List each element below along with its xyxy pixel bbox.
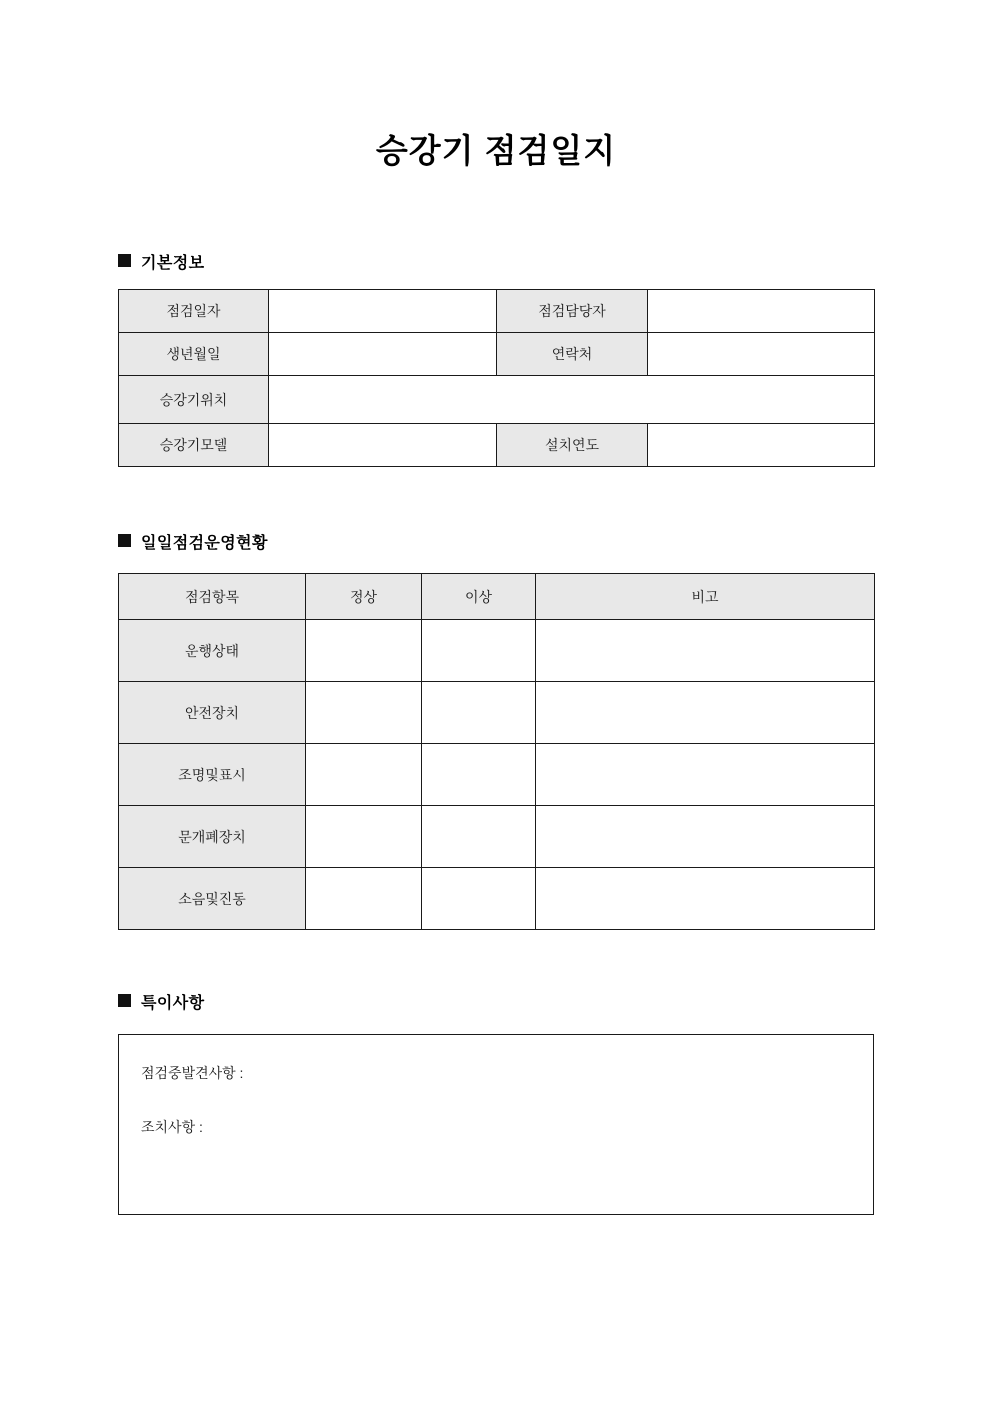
label-birth-date: 생년월일 <box>119 333 269 376</box>
row-label-noise-vibration: 소음및진동 <box>119 868 306 930</box>
column-header-normal: 정상 <box>306 574 422 620</box>
note-label-actions: 조치사항 : <box>141 1119 203 1135</box>
field-remark-operation-status[interactable] <box>536 620 875 682</box>
label-elevator-model: 승강기모델 <box>119 424 269 467</box>
field-remark-safety-device[interactable] <box>536 682 875 744</box>
field-remark-noise-vibration[interactable] <box>536 868 875 930</box>
table-row <box>119 333 875 376</box>
label-inspector: 점검담당자 <box>497 290 648 333</box>
table-row <box>119 620 875 682</box>
checkbox-abnormal-operation-status[interactable] <box>422 620 536 682</box>
field-contact[interactable] <box>648 333 875 376</box>
table-header-row <box>119 574 875 620</box>
table-row <box>119 290 875 333</box>
field-elevator-location[interactable] <box>269 376 875 424</box>
field-install-year[interactable] <box>648 424 875 467</box>
row-label-door-mechanism: 문개폐장치 <box>119 806 306 868</box>
table-row <box>119 682 875 744</box>
checkbox-abnormal-door-mechanism[interactable] <box>422 806 536 868</box>
column-header-remark: 비고 <box>536 574 875 620</box>
label-install-year: 설치연도 <box>497 424 648 467</box>
row-label-lighting-display: 조명및표시 <box>119 744 306 806</box>
field-remark-lighting-display[interactable] <box>536 744 875 806</box>
field-birth-date[interactable] <box>269 333 497 376</box>
label-inspection-date: 점검일자 <box>119 290 269 333</box>
section-heading-daily-inspection <box>118 530 268 553</box>
filled-square-bullet-icon <box>118 254 131 267</box>
column-header-item: 점검항목 <box>119 574 306 620</box>
table-row <box>119 424 875 467</box>
page-title: 승강기 점검일지 <box>375 132 617 169</box>
table-row <box>119 744 875 806</box>
field-inspector[interactable] <box>648 290 875 333</box>
note-label-findings: 점검중발견사항 : <box>141 1065 244 1081</box>
section-heading-label: 일일점검운영현황 <box>141 535 268 552</box>
column-header-abnormal: 이상 <box>422 574 536 620</box>
daily-inspection-table <box>118 573 875 930</box>
checkbox-normal-door-mechanism[interactable] <box>306 806 422 868</box>
checkbox-abnormal-noise-vibration[interactable] <box>422 868 536 930</box>
checkbox-normal-safety-device[interactable] <box>306 682 422 744</box>
checkbox-normal-lighting-display[interactable] <box>306 744 422 806</box>
field-remark-door-mechanism[interactable] <box>536 806 875 868</box>
section-heading-label: 특이사항 <box>141 995 205 1012</box>
special-notes-box[interactable] <box>118 1034 874 1215</box>
section-heading-label: 기본정보 <box>141 255 205 272</box>
checkbox-normal-noise-vibration[interactable] <box>306 868 422 930</box>
table-row <box>119 806 875 868</box>
basic-info-table <box>118 289 875 467</box>
filled-square-bullet-icon <box>118 534 131 547</box>
section-heading-basic-info <box>118 250 204 273</box>
table-row <box>119 868 875 930</box>
filled-square-bullet-icon <box>118 994 131 1007</box>
field-inspection-date[interactable] <box>269 290 497 333</box>
checkbox-abnormal-safety-device[interactable] <box>422 682 536 744</box>
row-label-safety-device: 안전장치 <box>119 682 306 744</box>
section-heading-special-notes <box>118 990 204 1013</box>
row-label-operation-status: 운행상태 <box>119 620 306 682</box>
label-elevator-location: 승강기위치 <box>119 376 269 424</box>
checkbox-abnormal-lighting-display[interactable] <box>422 744 536 806</box>
checkbox-normal-operation-status[interactable] <box>306 620 422 682</box>
table-row <box>119 376 875 424</box>
field-elevator-model[interactable] <box>269 424 497 467</box>
label-contact: 연락처 <box>497 333 648 376</box>
